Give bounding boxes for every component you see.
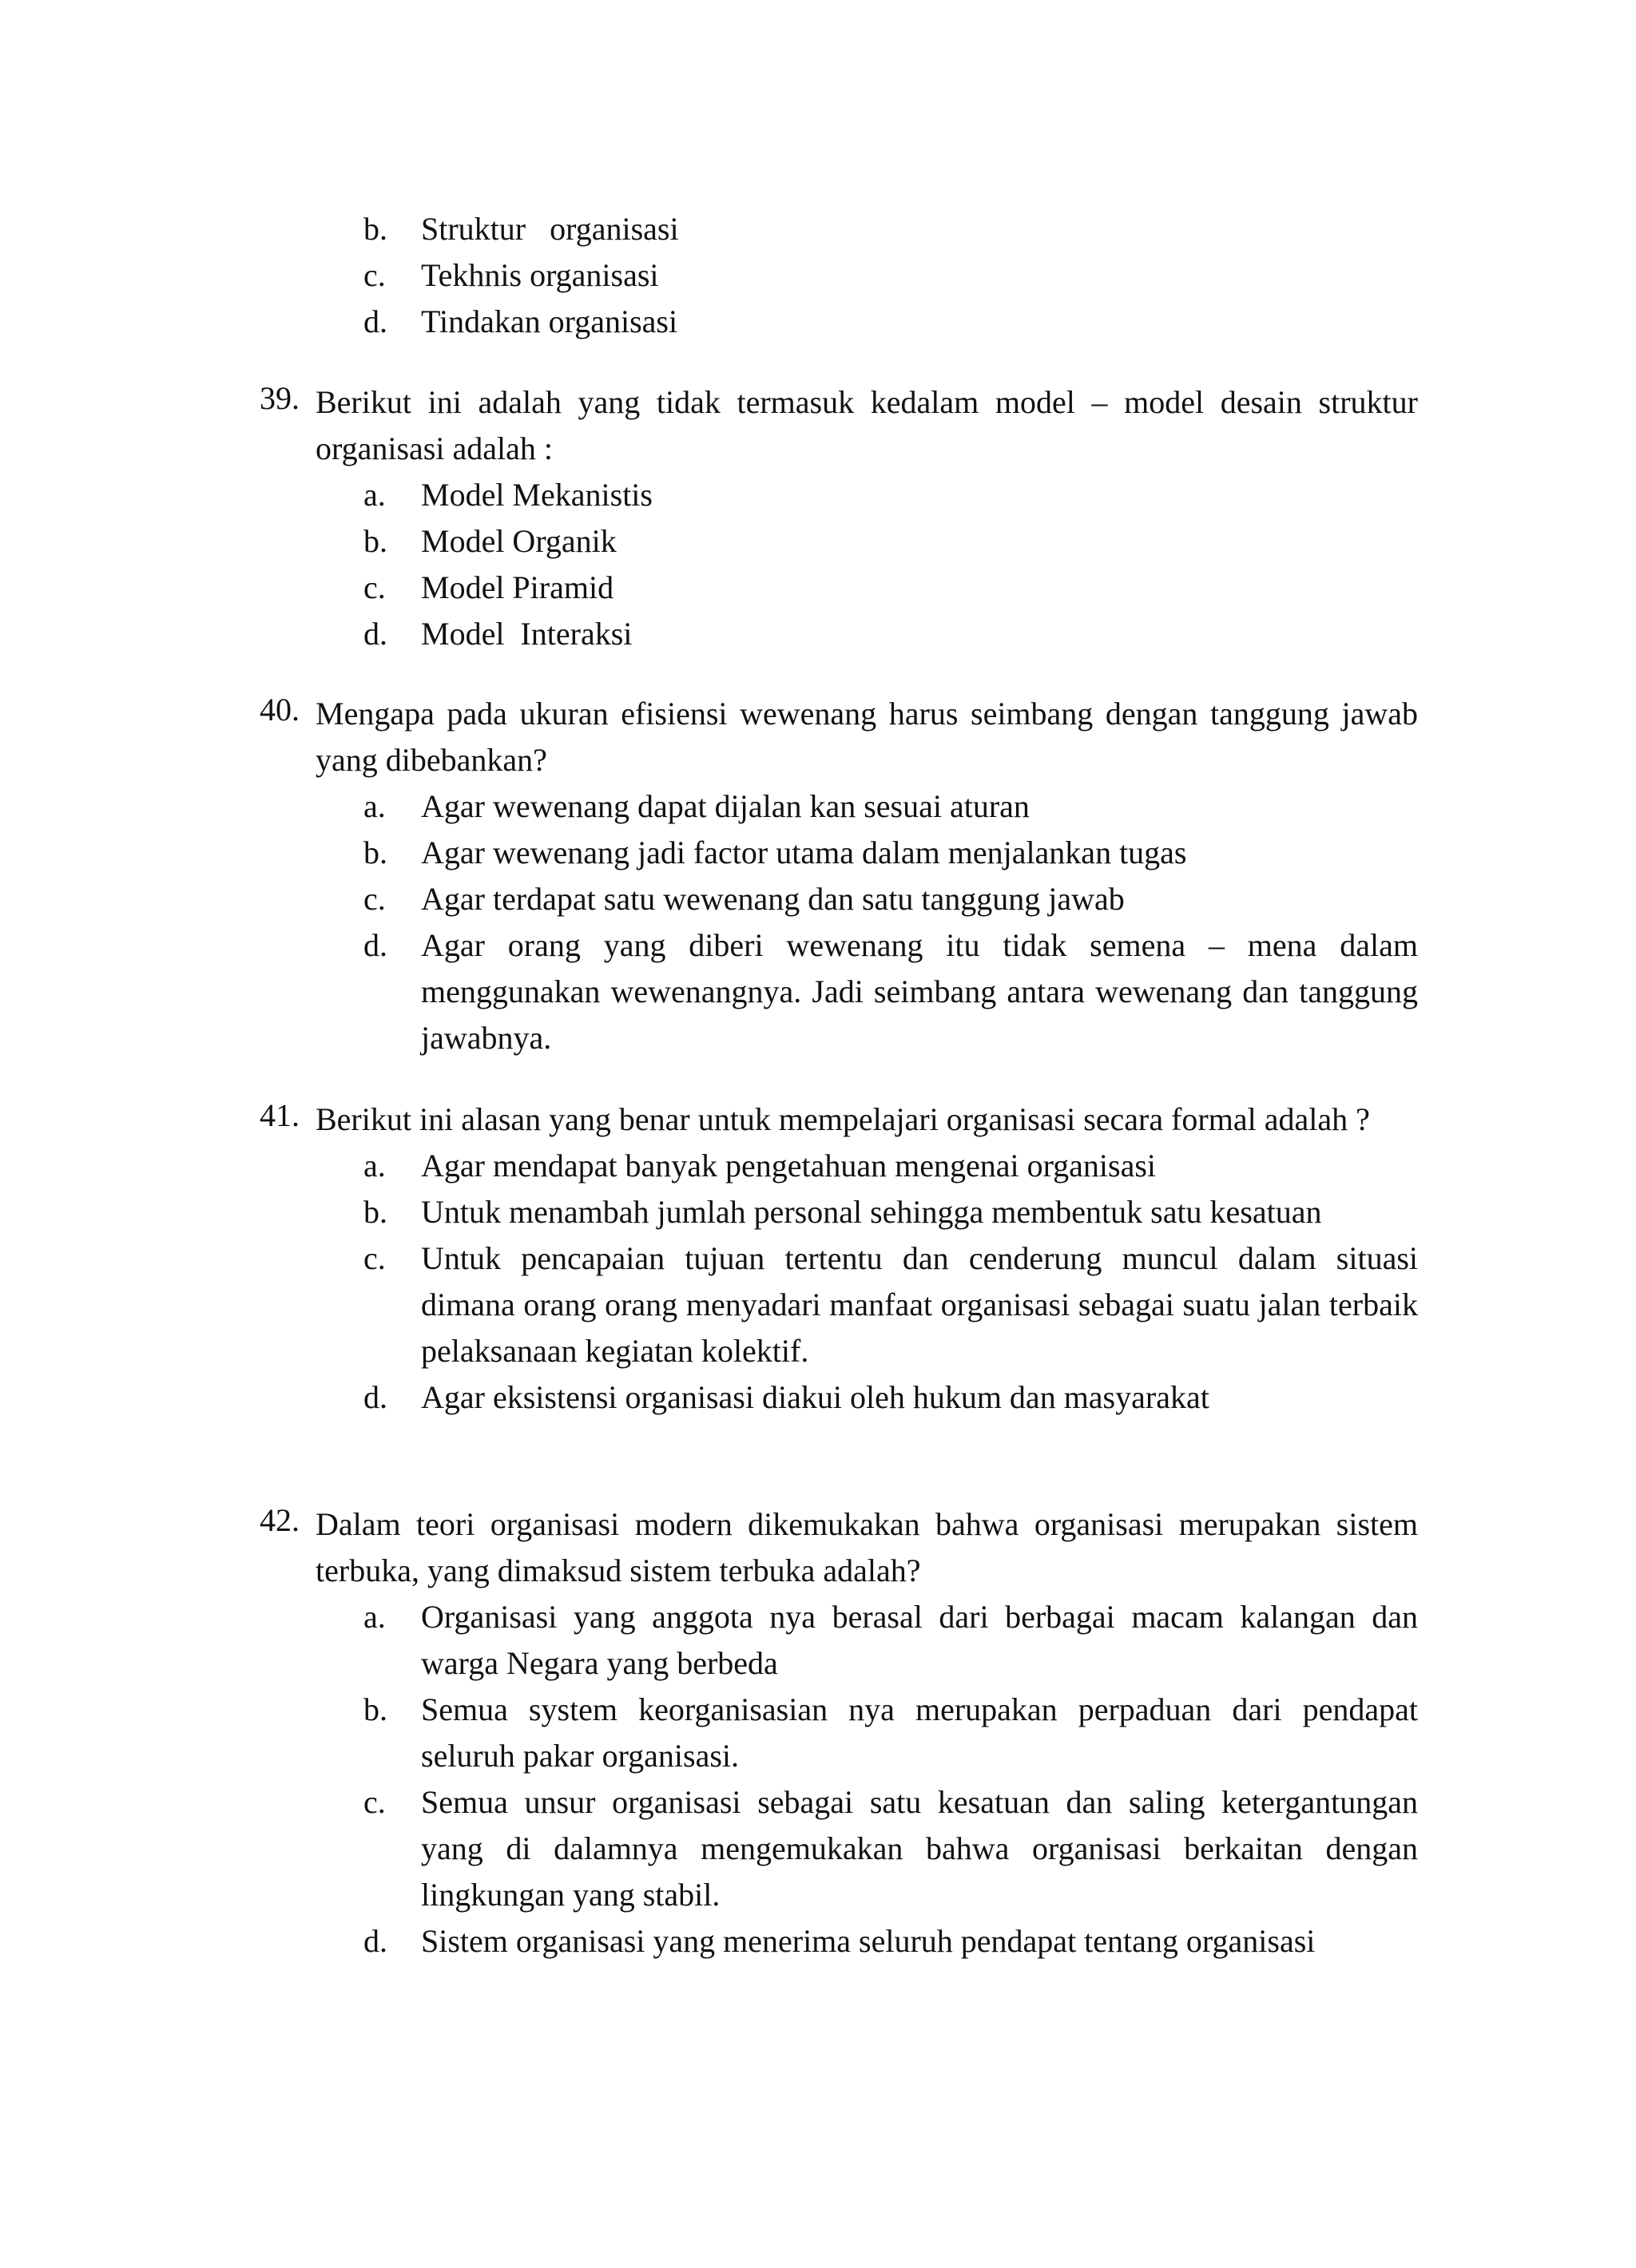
question-text: Dalam teori organisasi modern dikemukakan bahwa organisasi merupakan sistem terbuka, yang dimaksud sistem terbuka adalah? [316, 1506, 1418, 1588]
option-text: Agar mendapat banyak pengetahuan mengenai organisasi [421, 1148, 1157, 1184]
option-item [363, 1687, 1418, 1779]
option-text: Agar orang yang diberi wewenang itu tidak semena – mena dalam menggunakan wewenangnya. Jadi seimbang antara wewenang dan tanggung jawabnya. [421, 927, 1418, 1056]
question-number: 40. [260, 692, 300, 728]
option-item [363, 1235, 1418, 1374]
option-item [363, 1779, 1418, 1918]
question-text: Berikut ini alasan yang benar untuk mempelajari organisasi secara formal adalah ? [316, 1101, 1370, 1137]
question-options [363, 1594, 1418, 1965]
question-number: 42. [260, 1502, 300, 1538]
option-text: Tekhnis organisasi [421, 257, 659, 293]
option-item [363, 299, 1418, 345]
option-item [363, 206, 1418, 252]
question-options [363, 783, 1418, 1061]
option-letter: d. [363, 1379, 387, 1415]
option-item [363, 1374, 1418, 1421]
option-item [363, 876, 1418, 922]
option-text: Untuk menambah jumlah personal sehingga membentuk satu kesatuan [421, 1194, 1322, 1230]
option-letter: c. [363, 881, 386, 917]
option-item [363, 565, 1418, 611]
option-text: Untuk pencapaian tujuan tertentu dan cenderung muncul dalam situasi dimana orang orang menyadari manfaat organisasi sebagai suatu jalan terbaik pelaksanaan kegiatan kolektif. [421, 1240, 1418, 1369]
question-number: 41. [260, 1097, 300, 1133]
option-text: Model Mekanistis [421, 477, 653, 513]
question-41 [260, 1096, 1418, 1421]
option-letter: b. [363, 835, 387, 870]
option-text: Organisasi yang anggota nya berasal dari berbagai macam kalangan dan warga Negara yang berbeda [421, 1599, 1418, 1681]
option-text: Agar wewenang jadi factor utama dalam menjalankan tugas [421, 835, 1187, 870]
option-letter: b. [363, 1691, 387, 1727]
option-letter: a. [363, 477, 386, 513]
option-item [363, 783, 1418, 830]
option-item [363, 252, 1418, 299]
option-item [363, 1594, 1418, 1687]
continued-options [363, 206, 1418, 345]
option-text: Agar wewenang dapat dijalan kan sesuai aturan [421, 788, 1030, 824]
option-letter: c. [363, 569, 386, 605]
option-letter: c. [363, 257, 386, 293]
option-text: Semua unsur organisasi sebagai satu kesatuan dan saling ketergantungan yang di dalamnya mengemukakan bahwa organisasi berkaitan dengan lingkungan yang stabil. [421, 1784, 1418, 1913]
option-letter: b. [363, 211, 387, 247]
option-item [363, 1143, 1418, 1189]
question-options [363, 472, 1418, 657]
option-letter: b. [363, 523, 387, 559]
question-39 [260, 379, 1418, 657]
option-text: Tindakan organisasi [421, 303, 678, 339]
option-item [363, 611, 1418, 657]
option-letter: d. [363, 303, 387, 339]
option-letter: a. [363, 1599, 386, 1635]
option-text: Sistem organisasi yang menerima seluruh pendapat tentang organisasi [421, 1923, 1316, 1959]
option-letter: d. [363, 927, 387, 963]
option-item [363, 922, 1418, 1061]
option-item [363, 1189, 1418, 1235]
option-item [363, 830, 1418, 876]
option-item [363, 518, 1418, 565]
option-text: Agar terdapat satu wewenang dan satu tanggung jawab [421, 881, 1125, 917]
question-40 [260, 691, 1418, 1061]
option-text: Semua system keorganisasian nya merupakan perpaduan dari pendapat seluruh pakar organisasi. [421, 1691, 1418, 1774]
option-text: Struktur organisasi [421, 211, 679, 247]
option-letter: c. [363, 1784, 386, 1820]
option-letter: b. [363, 1194, 387, 1230]
option-text: Model Interaksi [421, 616, 633, 652]
option-text: Model Organik [421, 523, 617, 559]
option-item [363, 1918, 1418, 1965]
option-letter: a. [363, 788, 386, 824]
question-text: Mengapa pada ukuran efisiensi wewenang harus seimbang dengan tanggung jawab yang dibebankan? [316, 696, 1418, 778]
question-number: 39. [260, 380, 300, 416]
option-text: Agar eksistensi organisasi diakui oleh hukum dan masyarakat [421, 1379, 1209, 1415]
question-text: Berikut ini adalah yang tidak termasuk kedalam model – model desain struktur organisasi adalah : [316, 384, 1418, 466]
option-letter: c. [363, 1240, 386, 1276]
option-item [363, 472, 1418, 518]
question-42 [260, 1501, 1418, 1965]
question-options [363, 1143, 1418, 1421]
option-text: Model Piramid [421, 569, 614, 605]
option-letter: a. [363, 1148, 386, 1184]
option-letter: d. [363, 1923, 387, 1959]
option-letter: d. [363, 616, 387, 652]
